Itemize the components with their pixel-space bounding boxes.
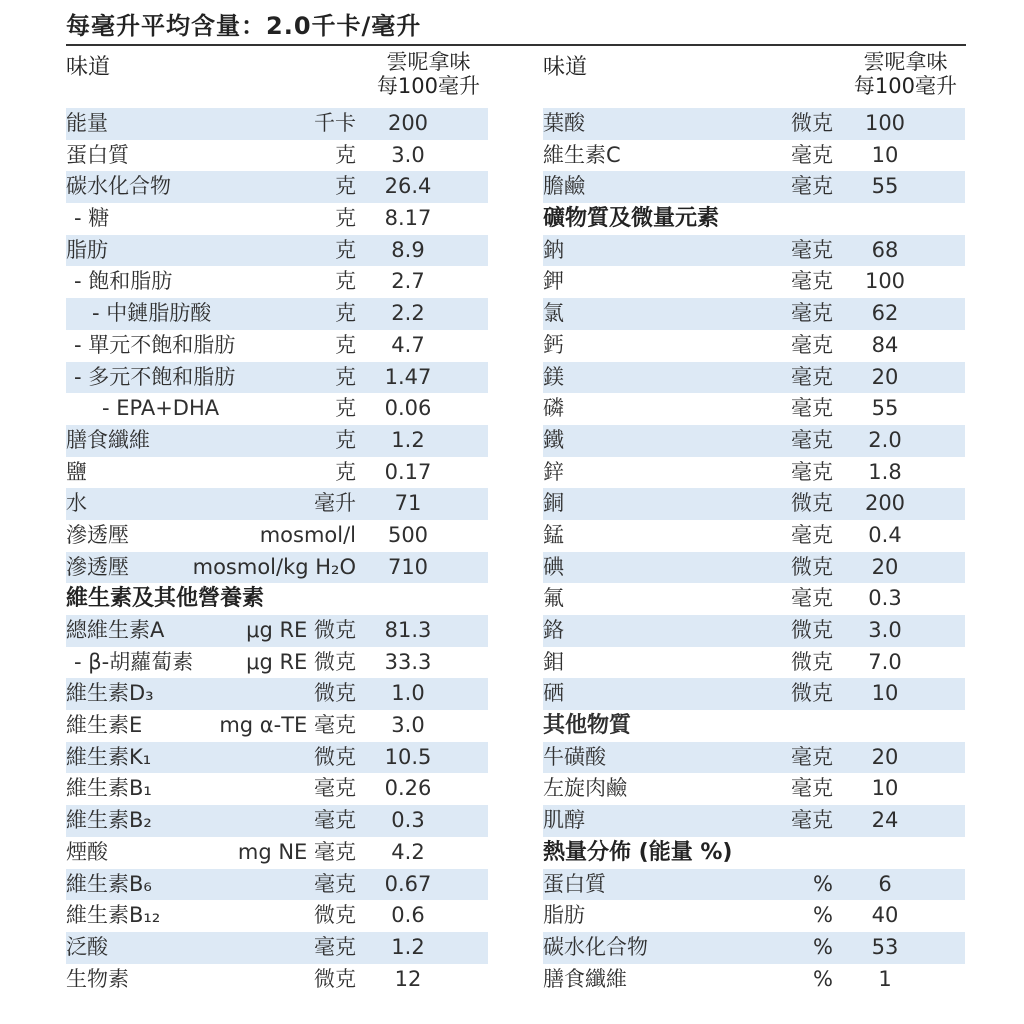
- nutrient-value: 200: [387, 111, 429, 135]
- section-heading: 維生素及其他營養素: [66, 586, 265, 612]
- nutrient-name: 錳: [543, 522, 564, 547]
- nutrient-value: 1.2: [391, 934, 425, 959]
- nutrition-table-right: [543, 48, 965, 995]
- nutrient-name: 維生素B₂: [66, 808, 152, 833]
- nutrient-value: 0.4: [868, 522, 902, 547]
- section-heading-row: [543, 203, 965, 235]
- nutrient-value: 20: [871, 554, 899, 579]
- table-row: [66, 171, 488, 203]
- nutrient-name: 葉酸: [543, 111, 585, 135]
- nutrient-unit: mosmol/l: [259, 522, 356, 547]
- table-body-left: [66, 108, 488, 995]
- table-row: [543, 393, 965, 425]
- nutrient-unit: 毫克: [791, 269, 833, 294]
- table-row: [543, 964, 965, 996]
- nutrient-name: 氟: [543, 586, 564, 611]
- nutrient-value: 2.7: [391, 269, 425, 294]
- table-row: [543, 330, 965, 362]
- nutrient-value: 10.5: [384, 744, 432, 769]
- table-row: [543, 805, 965, 837]
- table-row: [66, 203, 488, 235]
- nutrient-value: 1.8: [868, 459, 902, 484]
- nutrient-name: - 糖: [74, 206, 110, 231]
- nutrient-name: - β-胡蘿蔔素: [74, 649, 194, 674]
- table-row: [66, 362, 488, 394]
- table-row: [543, 488, 965, 520]
- nutrient-name: - EPA+DHA: [102, 396, 220, 421]
- nutrient-value: 6: [878, 871, 892, 896]
- nutrient-value: 1: [878, 966, 892, 991]
- flavor-label: 味道: [66, 55, 111, 80]
- nutrient-name: 氯: [543, 301, 564, 326]
- nutrient-name: - 單元不飽和脂肪: [74, 332, 236, 357]
- nutrient-name: 生物素: [66, 966, 129, 991]
- nutrient-unit: 克: [335, 206, 356, 231]
- table-row: [66, 393, 488, 425]
- table-row: [66, 742, 488, 774]
- nutrient-unit: mg α-TE 毫克: [219, 713, 356, 738]
- nutrient-name: 鈉: [543, 237, 564, 262]
- nutrient-name: 磷: [543, 396, 564, 421]
- table-row: [66, 298, 488, 330]
- value-header-line2: 每100毫升: [376, 74, 480, 98]
- nutrient-unit: 克: [335, 459, 356, 484]
- nutrient-value: 0.67: [384, 871, 432, 896]
- value-header-line2: 每100毫升: [853, 74, 957, 98]
- nutrient-unit: mg NE 毫克: [237, 839, 356, 864]
- table-row: [66, 805, 488, 837]
- nutrient-value: 0.3: [391, 808, 425, 833]
- nutrient-unit: 克: [335, 301, 356, 326]
- nutrient-unit: 毫克: [314, 808, 356, 833]
- nutrient-value: 24: [871, 808, 899, 833]
- nutrient-unit: 克: [335, 364, 356, 389]
- table-row: [543, 932, 965, 964]
- table-row: [66, 964, 488, 996]
- nutrient-unit: 毫克: [791, 427, 833, 452]
- title-divider: [66, 44, 966, 46]
- nutrient-unit: 毫克: [791, 808, 833, 833]
- nutrient-name: 膳食纖維: [543, 966, 627, 991]
- table-row: [543, 647, 965, 679]
- nutrient-value: 0.3: [868, 586, 902, 611]
- nutrient-name: - 中鏈脂肪酸: [92, 301, 212, 326]
- nutrient-name: 硒: [543, 681, 564, 706]
- nutrient-value: 53: [871, 934, 899, 959]
- nutrient-value: 68: [871, 237, 899, 262]
- nutrient-unit: 克: [335, 396, 356, 421]
- nutrient-unit: 毫克: [791, 396, 833, 421]
- nutrient-value: 8.17: [384, 206, 432, 231]
- nutrient-unit: 微克: [314, 903, 356, 928]
- nutrient-name: 鎂: [543, 364, 564, 389]
- nutrient-unit: 克: [335, 332, 356, 357]
- nutrient-unit: 毫克: [791, 776, 833, 801]
- nutrient-value: 10: [871, 681, 899, 706]
- nutrient-name: 碳水化合物: [543, 934, 648, 959]
- table-row: [66, 140, 488, 172]
- nutrient-value: 1.2: [391, 427, 425, 452]
- nutrient-name: 總維生素A: [66, 618, 165, 642]
- table-row: [66, 678, 488, 710]
- table-row: [543, 742, 965, 774]
- table-row: [66, 647, 488, 679]
- nutrient-value: 20: [871, 744, 899, 769]
- table-row: [66, 900, 488, 932]
- nutrient-unit: 微克: [791, 111, 833, 135]
- table-row: [543, 773, 965, 805]
- nutrient-unit: 微克: [791, 681, 833, 706]
- nutrient-unit: %: [813, 903, 833, 928]
- nutrient-name: - 飽和脂肪: [74, 269, 173, 294]
- nutrient-value: 4.2: [391, 839, 425, 864]
- table-row: [66, 108, 488, 140]
- nutrient-name: 維生素B₁: [66, 776, 152, 801]
- nutrient-value: 81.3: [384, 618, 432, 642]
- nutrient-unit: 毫克: [791, 586, 833, 611]
- nutrient-value: 100: [864, 111, 906, 135]
- table-body-right: [543, 108, 965, 995]
- nutrient-value: 3.0: [391, 713, 425, 738]
- nutrient-unit: 毫克: [314, 871, 356, 896]
- nutrient-name: 鹽: [66, 459, 87, 484]
- nutrient-name: 水: [66, 491, 87, 516]
- nutrient-name: 左旋肉鹼: [543, 776, 627, 801]
- nutrient-unit: 微克: [314, 966, 356, 991]
- nutrient-unit: μg RE 微克: [246, 618, 356, 642]
- nutrient-unit: 毫克: [791, 301, 833, 326]
- section-heading: 熱量分佈 (能量 %): [543, 839, 733, 865]
- nutrient-value: 55: [871, 174, 899, 199]
- nutrient-name: 鉀: [543, 269, 564, 294]
- nutrient-unit: mosmol/kg H₂O: [192, 554, 356, 579]
- nutrient-name: 蛋白質: [66, 142, 129, 167]
- nutrient-value: 55: [871, 396, 899, 421]
- section-heading-row: [66, 583, 488, 615]
- nutrient-name: 膳食纖維: [66, 427, 150, 452]
- nutrient-value: 7.0: [868, 649, 902, 674]
- nutrient-value: 0.06: [384, 396, 432, 421]
- nutrient-unit: 微克: [791, 554, 833, 579]
- nutrient-value: 71: [394, 491, 422, 516]
- nutrient-unit: 克: [335, 142, 356, 167]
- nutrient-name: 維生素B₁₂: [66, 903, 161, 928]
- nutrient-name: 泛酸: [66, 934, 108, 959]
- nutrient-value: 0.6: [391, 903, 425, 928]
- nutrient-unit: 毫克: [791, 332, 833, 357]
- table-row: [66, 552, 488, 584]
- nutrient-value: 62: [871, 301, 899, 326]
- nutrient-name: 碳水化合物: [66, 174, 171, 199]
- table-row: [66, 710, 488, 742]
- table-row: [543, 552, 965, 584]
- nutrient-value: 12: [394, 966, 422, 991]
- nutrient-unit: 千卡: [314, 111, 356, 135]
- nutrient-name: 維生素K₁: [66, 744, 152, 769]
- nutrient-name: 鐵: [543, 427, 564, 452]
- table-row: [543, 678, 965, 710]
- table-row: [66, 869, 488, 901]
- nutrient-value: 8.9: [391, 237, 425, 262]
- table-row: [543, 457, 965, 489]
- nutrient-unit: 毫升: [314, 491, 356, 516]
- table-row: [543, 140, 965, 172]
- table-row: [66, 425, 488, 457]
- table-row: [543, 298, 965, 330]
- nutrient-name: 銅: [543, 491, 564, 516]
- table-row: [66, 488, 488, 520]
- table-row: [543, 108, 965, 140]
- table-row: [543, 869, 965, 901]
- table-header-left: [66, 48, 488, 108]
- nutrient-name: 鉻: [543, 618, 564, 642]
- nutrient-name: 滲透壓: [66, 554, 129, 579]
- nutrient-unit: %: [813, 871, 833, 896]
- table-row: [66, 520, 488, 552]
- nutrient-value: 40: [871, 903, 899, 928]
- nutrient-value: 20: [871, 364, 899, 389]
- nutrient-value: 4.7: [391, 332, 425, 357]
- value-header-line1: 雲呢拿味: [863, 50, 948, 74]
- nutrient-value: 33.3: [384, 649, 432, 674]
- table-row: [543, 362, 965, 394]
- nutrient-unit: 克: [335, 269, 356, 294]
- section-heading-row: [543, 710, 965, 742]
- nutrient-name: 鉬: [543, 649, 564, 674]
- nutrient-unit: 微克: [791, 649, 833, 674]
- nutrient-value: 1.0: [391, 681, 425, 706]
- table-row: [543, 171, 965, 203]
- nutrient-name: 維生素B₆: [66, 871, 152, 896]
- nutrient-value: 500: [387, 522, 429, 547]
- nutrient-value: 26.4: [384, 174, 432, 199]
- nutrient-value: 0.26: [384, 776, 432, 801]
- nutrient-unit: 克: [335, 237, 356, 262]
- nutrient-value: 2.0: [868, 427, 902, 452]
- nutrient-name: 蛋白質: [543, 871, 606, 896]
- table-row: [543, 615, 965, 647]
- nutrient-name: 肌醇: [543, 808, 585, 833]
- nutrient-name: 維生素C: [543, 142, 621, 167]
- table-row: [66, 773, 488, 805]
- nutrient-name: 維生素D₃: [66, 681, 154, 706]
- table-row: [66, 932, 488, 964]
- table-row: [543, 425, 965, 457]
- nutrient-value: 2.2: [391, 301, 425, 326]
- nutrient-unit: 毫克: [314, 776, 356, 801]
- nutrient-value: 710: [387, 554, 429, 579]
- table-row: [543, 900, 965, 932]
- nutrient-name: 維生素E: [66, 713, 143, 738]
- nutrient-unit: 毫克: [314, 934, 356, 959]
- nutrient-unit: 克: [335, 427, 356, 452]
- nutrient-name: 脂肪: [66, 237, 108, 262]
- page-title: 每毫升平均含量：2.0千卡/毫升: [66, 12, 422, 40]
- table-row: [66, 330, 488, 362]
- nutrient-name: 能量: [66, 111, 108, 135]
- nutrient-unit: 毫克: [791, 459, 833, 484]
- nutrient-name: 膽鹼: [543, 174, 585, 199]
- flavor-label: 味道: [543, 55, 588, 80]
- table-row: [543, 235, 965, 267]
- nutrient-value: 3.0: [391, 142, 425, 167]
- value-column-header: [377, 50, 480, 98]
- nutrient-unit: 毫克: [791, 364, 833, 389]
- nutrient-value: 10: [871, 142, 899, 167]
- nutrient-name: 牛磺酸: [543, 744, 606, 769]
- value-header-line1: 雲呢拿味: [386, 50, 471, 74]
- table-row: [543, 266, 965, 298]
- value-column-header: [854, 50, 957, 98]
- nutrient-unit: %: [813, 966, 833, 991]
- table-row: [66, 837, 488, 869]
- nutrient-name: 脂肪: [543, 903, 585, 928]
- nutrient-unit: 克: [335, 174, 356, 199]
- nutrient-unit: 毫克: [791, 142, 833, 167]
- nutrient-unit: 微克: [791, 618, 833, 642]
- table-row: [66, 615, 488, 647]
- nutrient-value: 3.0: [868, 618, 902, 642]
- nutrient-name: 滲透壓: [66, 522, 129, 547]
- nutrient-name: 鋅: [543, 459, 564, 484]
- nutrient-value: 1.47: [384, 364, 432, 389]
- nutrient-name: 鈣: [543, 332, 564, 357]
- nutrient-name: - 多元不飽和脂肪: [74, 364, 236, 389]
- nutrient-unit: 毫克: [791, 174, 833, 199]
- nutrient-unit: 毫克: [791, 237, 833, 262]
- nutrient-unit: 毫克: [791, 744, 833, 769]
- nutrient-unit: 微克: [791, 491, 833, 516]
- nutrient-unit: μg RE 微克: [246, 649, 356, 674]
- nutrient-value: 100: [864, 269, 906, 294]
- nutrient-value: 10: [871, 776, 899, 801]
- table-row: [543, 520, 965, 552]
- table-row: [543, 583, 965, 615]
- nutrient-value: 200: [864, 491, 906, 516]
- table-row: [66, 266, 488, 298]
- table-row: [66, 457, 488, 489]
- table-row: [66, 235, 488, 267]
- nutrient-unit: 微克: [314, 681, 356, 706]
- nutrient-value: 0.17: [384, 459, 432, 484]
- nutrient-value: 84: [871, 332, 899, 357]
- nutrition-table-left: [66, 48, 488, 995]
- nutrient-name: 碘: [543, 554, 564, 579]
- section-heading-row: [543, 837, 965, 869]
- nutrient-unit: %: [813, 934, 833, 959]
- nutrient-unit: 毫克: [791, 522, 833, 547]
- section-heading: 礦物質及微量元素: [543, 206, 720, 232]
- nutrient-unit: 微克: [314, 744, 356, 769]
- nutrient-name: 煙酸: [66, 839, 108, 864]
- section-heading: 其他物質: [543, 713, 632, 739]
- table-header-right: [543, 48, 965, 108]
